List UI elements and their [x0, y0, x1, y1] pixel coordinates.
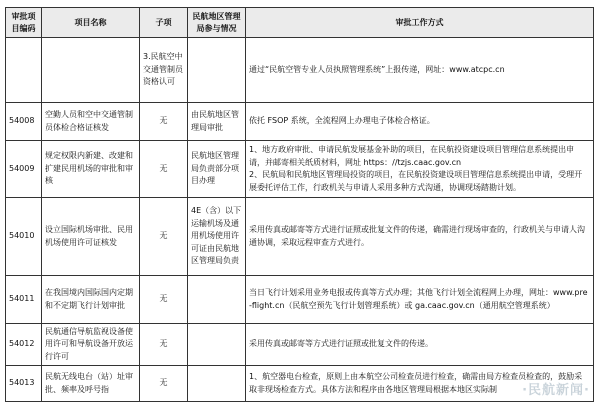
cell-sub: 无: [140, 103, 188, 141]
cell-code: 54013: [6, 366, 42, 402]
table-row: [6, 366, 594, 402]
cell-role: [188, 324, 246, 366]
cell-method: 1、地方政府审批、申请民航发展基金补助的项目，在民航投资建设项目管理信息系统提出申请，并邮寄相关纸质材料，网址 https：//tzjs.caac.gov.cn 2、民航局和民航地区管理局投资的项目，在民航投资建设项目管理信息系统提出申请，受理开展委托评估工作，行政机关与申请人采用多种方式沟通，协调现场踏勘计划。: [246, 141, 594, 198]
cell-name: 设立国际机场审批、民用机场使用许可证核发: [42, 198, 140, 276]
cell-sub: 无: [140, 141, 188, 198]
table-row: [6, 103, 594, 141]
cell-code: 54012: [6, 324, 42, 366]
cell-sub: 无: [140, 198, 188, 276]
cell-role: [188, 276, 246, 324]
header-code: 审批项目编码: [6, 8, 42, 38]
approval-table: [5, 7, 594, 402]
cell-sub: 3.民航空中交通管制员资格认可: [140, 38, 188, 103]
cell-method: 1、航空器电台检查，原则上由本航空公司检查员进行检查，确需由局方检查员检查的，鼓励采取非现场检查方式。具体方法和程序由各地区管理局根据本地区实际制: [246, 366, 594, 402]
cell-role: [188, 366, 246, 402]
cell-code: 54010: [6, 198, 42, 276]
header-role: 民航地区管理局参与情况: [188, 8, 246, 38]
cell-code: 54011: [6, 276, 42, 324]
cell-name: 空勤人员和空中交通管制员体检合格证核发: [42, 103, 140, 141]
cell-method: 通过“民航空管专业人员执照管理系统”上报传递，网址：www.atcpc.cn: [246, 38, 594, 103]
table-row: [6, 141, 594, 198]
table-row: [6, 276, 594, 324]
watermark-logo: ·民航新闻·: [522, 383, 590, 398]
cell-role: 4E（含）以下运输机场及通用机场使用许可证由民航地区管理局负责: [188, 198, 246, 276]
cell-method: 依托 FSOP 系统，全流程网上办理电子体检合格证。: [246, 103, 594, 141]
cell-name: [42, 38, 140, 103]
cell-name: 在我国境内国际国内定期和不定期飞行计划审批: [42, 276, 140, 324]
cell-name: 民航通信导航监视设备使用许可和导航设备开放运行许可: [42, 324, 140, 366]
cell-method: 当日飞行计划采用业务电报或传真等方式办理；其他飞行计划全流程网上办理，网址：www.pre-flight.cn（民航空预先飞行计划管理系统）或 ga.caac.gov.cn（通用航空管理系统）: [246, 276, 594, 324]
header-row: [6, 8, 594, 38]
table-row: [6, 198, 594, 276]
cell-code: 54008: [6, 103, 42, 141]
cell-sub: 无: [140, 324, 188, 366]
cell-code: 54009: [6, 141, 42, 198]
cell-method: 采用传真或邮寄等方式进行证照或批复文件的传递，确需进行现场审查的，行政机关与申请人沟通协调，采取远程审查方式进行。: [246, 198, 594, 276]
cell-role: 由民航地区管理局审批: [188, 103, 246, 141]
cell-sub: 无: [140, 276, 188, 324]
cell-name: 民航无线电台（站）址审批、频率及呼号指: [42, 366, 140, 402]
header-sub: 子项: [140, 8, 188, 38]
table-row: [6, 38, 594, 103]
header-name: 项目名称: [42, 8, 140, 38]
table-row: [6, 324, 594, 366]
cell-role: [188, 38, 246, 103]
cell-code: [6, 38, 42, 103]
cell-role: 民航地区管理局负责部分项目办理: [188, 141, 246, 198]
cell-name: 规定权限内新建、改建和扩建民用机场的审批和审核: [42, 141, 140, 198]
cell-method: 采用传真或邮寄等方式进行证照或批复文件的传递。: [246, 324, 594, 366]
cell-sub: 无: [140, 366, 188, 402]
header-method: 审批工作方式: [246, 8, 594, 38]
